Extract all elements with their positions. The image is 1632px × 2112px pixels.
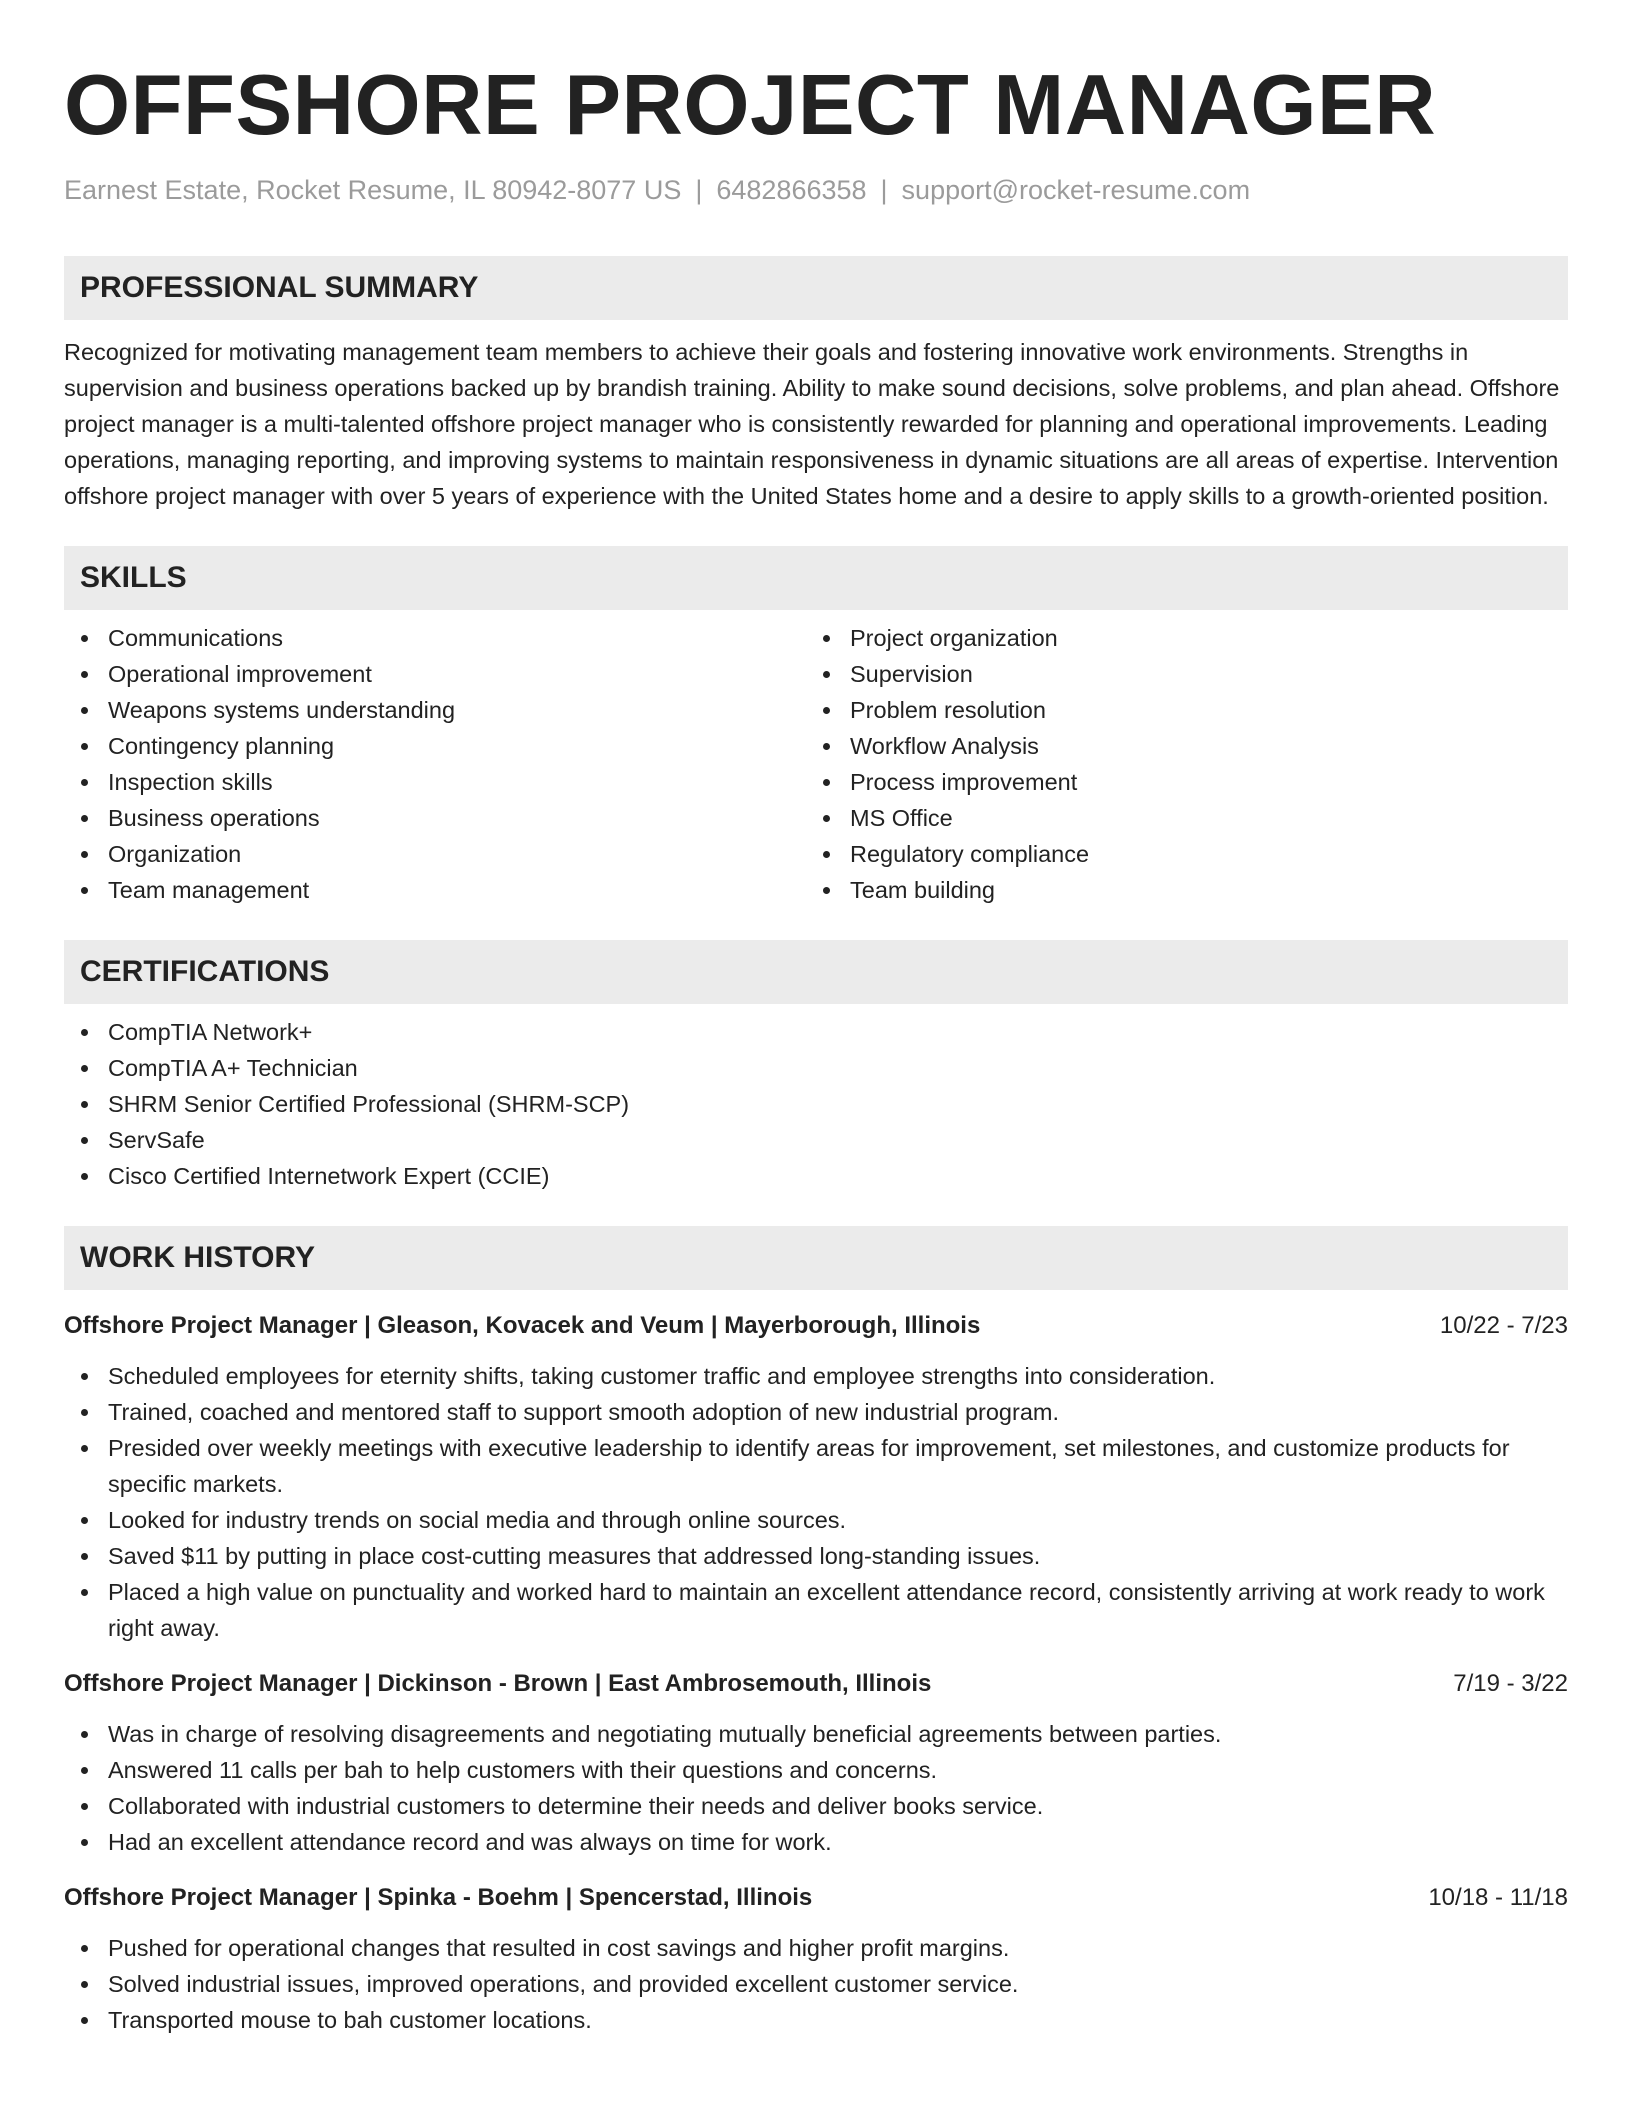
- work-history-list: [64, 1308, 1568, 2038]
- skill-item: Weapons systems understanding: [108, 692, 806, 728]
- job-bullet: Looked for industry trends on social media and through online sources.: [108, 1502, 1568, 1538]
- skill-item: Regulatory compliance: [850, 836, 1568, 872]
- certification-item: CompTIA Network+: [108, 1014, 1568, 1050]
- contact-separator: |: [695, 175, 703, 205]
- section-heading-skills: SKILLS: [64, 546, 1568, 610]
- certification-item: Cisco Certified Internetwork Expert (CCIE): [108, 1158, 1568, 1194]
- job-title: Offshore Project Manager | Dickinson - Brown | East Ambrosemouth, Illinois: [64, 1670, 932, 1697]
- job-bullet: Collaborated with industrial customers to determine their needs and deliver books service.: [108, 1788, 1568, 1824]
- skills-columns: [64, 620, 1568, 908]
- job-bullet: Saved $11 by putting in place cost-cutting measures that addressed long-standing issues.: [108, 1538, 1568, 1574]
- certification-item: CompTIA A+ Technician: [108, 1050, 1568, 1086]
- section-heading-summary: PROFESSIONAL SUMMARY: [64, 256, 1568, 320]
- skill-item: Problem resolution: [850, 692, 1568, 728]
- job-bullet: Presided over weekly meetings with executive leadership to identify areas for improvement, set milestones, and customize products for specific markets.: [108, 1430, 1568, 1502]
- skills-column-left: [64, 620, 806, 908]
- skill-item: Operational improvement: [108, 656, 806, 692]
- skill-item: Team building: [850, 872, 1568, 908]
- skill-item: Team management: [108, 872, 806, 908]
- contact-email[interactable]: support@rocket-resume.com: [901, 175, 1251, 205]
- skill-item: Organization: [108, 836, 806, 872]
- job-entry: [64, 1308, 1568, 1646]
- job-title: Offshore Project Manager | Gleason, Kovacek and Veum | Mayerborough, Illinois: [64, 1312, 981, 1339]
- skill-item: Business operations: [108, 800, 806, 836]
- contact-address: Earnest Estate, Rocket Resume, IL 80942-8077 US: [64, 175, 682, 205]
- job-bullets: [64, 1716, 1568, 1860]
- job-bullet: Solved industrial issues, improved operations, and provided excellent customer service.: [108, 1966, 1568, 2002]
- skill-item: Workflow Analysis: [850, 728, 1568, 764]
- contact-line: [64, 170, 1568, 210]
- contact-phone: 6482866358: [716, 175, 867, 205]
- job-bullet: Pushed for operational changes that resulted in cost savings and higher profit margins.: [108, 1930, 1568, 1966]
- job-bullets: [64, 1358, 1568, 1646]
- skills-list-right: [806, 620, 1568, 908]
- job-bullet: Had an excellent attendance record and was always on time for work.: [108, 1824, 1568, 1860]
- job-header: [64, 1666, 1568, 1702]
- section-heading-certifications: CERTIFICATIONS: [64, 940, 1568, 1004]
- job-header: [64, 1880, 1568, 1916]
- job-bullet: Scheduled employees for eternity shifts, taking customer traffic and employee strengths into consideration.: [108, 1358, 1568, 1394]
- certification-item: ServSafe: [108, 1122, 1568, 1158]
- job-bullet: Placed a high value on punctuality and worked hard to maintain an excellent attendance record, consistently arriving at work ready to work right away.: [108, 1574, 1568, 1646]
- skill-item: Process improvement: [850, 764, 1568, 800]
- candidate-name: OFFSHORE PROJECT MANAGER: [64, 58, 1437, 153]
- job-bullet: Trained, coached and mentored staff to support smooth adoption of new industrial program.: [108, 1394, 1568, 1430]
- skill-item: Supervision: [850, 656, 1568, 692]
- certification-item: SHRM Senior Certified Professional (SHRM-SCP): [108, 1086, 1568, 1122]
- job-dates: 10/18 - 11/18: [1428, 1884, 1568, 1911]
- job-bullet: Answered 11 calls per bah to help customers with their questions and concerns.: [108, 1752, 1568, 1788]
- section-heading-work-history: WORK HISTORY: [64, 1226, 1568, 1290]
- skills-column-right: [806, 620, 1568, 908]
- contact-separator: |: [880, 175, 888, 205]
- skills-list-left: [64, 620, 806, 908]
- skill-item: Project organization: [850, 620, 1568, 656]
- job-entry: [64, 1880, 1568, 2038]
- resume-page: [64, 0, 1568, 2058]
- job-title: Offshore Project Manager | Spinka - Boehm | Spencerstad, Illinois: [64, 1884, 813, 1911]
- skill-item: MS Office: [850, 800, 1568, 836]
- job-bullet: Was in charge of resolving disagreements and negotiating mutually beneficial agreements between parties.: [108, 1716, 1568, 1752]
- skill-item: Communications: [108, 620, 806, 656]
- summary-text: Recognized for motivating management team members to achieve their goals and fostering innovative work environments. Strengths in supervision and business operations backed up by brandish training. Ability to make sound decisions, solve problems, and plan ahead. Offshore project manager is a multi-talented offshore project manager who is consistently rewarded for planning and operational improvements. Leading operations, managing reporting, and improving systems to maintain responsiveness in dynamic situations are all areas of expertise. Intervention offshore project manager with over 5 years of experience with the United States home and a desire to apply skills to a growth-oriented position.: [64, 339, 1560, 509]
- skill-item: Contingency planning: [108, 728, 806, 764]
- job-bullets: [64, 1930, 1568, 2038]
- job-header: [64, 1308, 1568, 1344]
- skill-item: Inspection skills: [108, 764, 806, 800]
- job-dates: 7/19 - 3/22: [1453, 1670, 1568, 1697]
- job-bullet: Transported mouse to bah customer locations.: [108, 2002, 1568, 2038]
- job-entry: [64, 1666, 1568, 1860]
- certifications-list: [64, 1014, 1568, 1194]
- job-dates: 10/22 - 7/23: [1439, 1312, 1568, 1339]
